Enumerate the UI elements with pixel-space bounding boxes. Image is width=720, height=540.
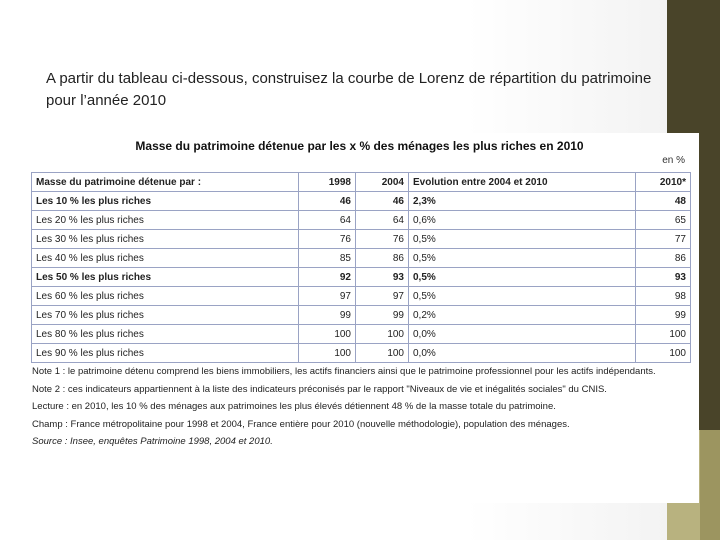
- table-row: [32, 344, 691, 363]
- cell-2010: 99: [636, 306, 691, 325]
- cell-2004: 93: [356, 268, 409, 287]
- cell-2010: 86: [636, 249, 691, 268]
- cell-2004: 100: [356, 344, 409, 363]
- cell-1998: 99: [299, 306, 356, 325]
- cell-2004: 64: [356, 211, 409, 230]
- cell-1998: 76: [299, 230, 356, 249]
- cell-1998: 85: [299, 249, 356, 268]
- cell-1998: 100: [299, 325, 356, 344]
- patrimoine-table: [31, 172, 691, 363]
- note-1: Note 1 : le patrimoine détenu comprend les biens immobiliers, les actifs financiers ainsi que le patrimoine professionnel pour les actifs indépendants.: [32, 366, 656, 377]
- header-2010: 2010*: [636, 173, 691, 192]
- cell-2004: 100: [356, 325, 409, 344]
- cell-2010: 98: [636, 287, 691, 306]
- note-champ: Champ : France métropolitaine pour 1998 et 2004, France entière pour 2010 (nouvelle méthodologie), population des ménages.: [32, 418, 570, 430]
- cell-2010: 100: [636, 325, 691, 344]
- document-image: [27, 133, 699, 503]
- cell-2010: 93: [636, 268, 691, 287]
- cell-1998: 97: [299, 287, 356, 306]
- cell-2004: 86: [356, 249, 409, 268]
- unit-label: en %: [662, 155, 685, 166]
- notes-block: [32, 366, 687, 454]
- cell-evolution: 0,5%: [409, 230, 636, 249]
- cell-1998: 64: [299, 211, 356, 230]
- table-row: [32, 268, 691, 287]
- cell-evolution: 0,6%: [409, 211, 636, 230]
- cell-evolution: 0,0%: [409, 344, 636, 363]
- cell-label: Les 90 % les plus riches: [32, 344, 299, 363]
- cell-label: Les 60 % les plus riches: [32, 287, 299, 306]
- cell-evolution: 2,3%: [409, 192, 636, 211]
- cell-label: Les 30 % les plus riches: [32, 230, 299, 249]
- sidebar-decoration-accent: [700, 430, 720, 540]
- cell-label: Les 70 % les plus riches: [32, 306, 299, 325]
- cell-2004: 46: [356, 192, 409, 211]
- cell-2004: 97: [356, 287, 409, 306]
- cell-evolution: 0,5%: [409, 287, 636, 306]
- header-1998: 1998: [299, 173, 356, 192]
- table-body: [32, 192, 691, 363]
- header-label: Masse du patrimoine détenue par :: [32, 173, 299, 192]
- cell-2004: 76: [356, 230, 409, 249]
- cell-2010: 77: [636, 230, 691, 249]
- table-row: [32, 230, 691, 249]
- cell-2004: 99: [356, 306, 409, 325]
- cell-2010: 65: [636, 211, 691, 230]
- header-evolution: Evolution entre 2004 et 2010: [409, 173, 636, 192]
- cell-label: Les 10 % les plus riches: [32, 192, 299, 211]
- header-2004: 2004: [356, 173, 409, 192]
- table-row: [32, 249, 691, 268]
- cell-2010: 48: [636, 192, 691, 211]
- table-row: [32, 325, 691, 344]
- cell-label: Les 20 % les plus riches: [32, 211, 299, 230]
- cell-label: Les 80 % les plus riches: [32, 325, 299, 344]
- cell-1998: 92: [299, 268, 356, 287]
- cell-evolution: 0,0%: [409, 325, 636, 344]
- cell-evolution: 0,5%: [409, 268, 636, 287]
- table-title: Masse du patrimoine détenue par les x % des ménages les plus riches en 2010: [135, 139, 584, 153]
- table-row: [32, 192, 691, 211]
- intro-text: A partir du tableau ci-dessous, construisez la courbe de Lorenz de répartition du patrimoine pour l’année 2010: [46, 70, 652, 109]
- table-row: [32, 306, 691, 325]
- table-row: [32, 211, 691, 230]
- table-row: [32, 287, 691, 306]
- note-source: Source : Insee, enquêtes Patrimoine 1998, 2004 et 2010.: [32, 436, 273, 447]
- cell-2010: 100: [636, 344, 691, 363]
- cell-label: Les 50 % les plus riches: [32, 268, 299, 287]
- cell-label: Les 40 % les plus riches: [32, 249, 299, 268]
- note-lecture: Lecture : en 2010, les 10 % des ménages aux patrimoines les plus élevés détiennent 48 % de la masse totale du patrimoine.: [32, 401, 556, 412]
- cell-1998: 100: [299, 344, 356, 363]
- cell-evolution: 0,2%: [409, 306, 636, 325]
- table-header-row: [32, 173, 691, 192]
- cell-evolution: 0,5%: [409, 249, 636, 268]
- cell-1998: 46: [299, 192, 356, 211]
- note-2: Note 2 : ces indicateurs appartiennent à la liste des indicateurs préconisés par le rapport "Niveaux de vie et inégalités sociales" du CNIS.: [32, 383, 607, 395]
